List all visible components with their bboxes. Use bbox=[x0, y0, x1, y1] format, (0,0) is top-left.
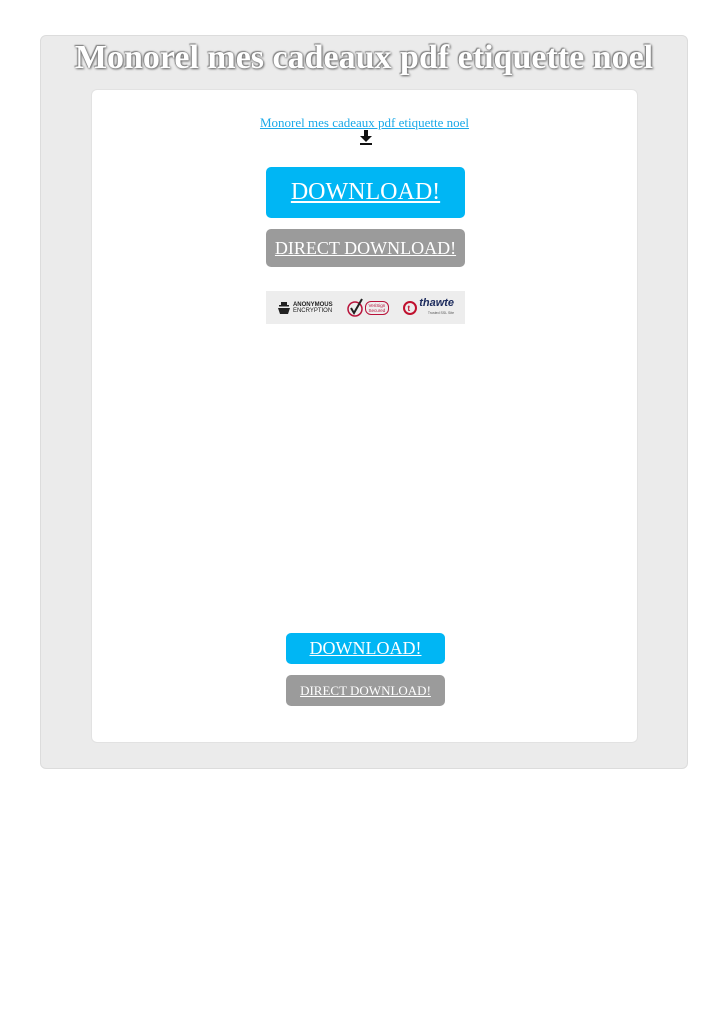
download-icon[interactable] bbox=[359, 130, 373, 146]
anonymous-title: ANONYMOUS bbox=[292, 301, 333, 308]
anonymous-sub: ENCRYPTION bbox=[292, 307, 333, 314]
security-badges bbox=[266, 291, 465, 324]
page-title: Monorel mes cadeaux pdf etiquette noel bbox=[74, 39, 654, 76]
direct-download-button[interactable]: DIRECT DOWNLOAD! bbox=[266, 229, 465, 267]
bottom-download-button[interactable]: DOWNLOAD! bbox=[286, 633, 445, 664]
anonymous-icon bbox=[277, 301, 291, 315]
checkmark-icon bbox=[347, 298, 363, 318]
download-button[interactable]: DOWNLOAD! bbox=[266, 167, 465, 218]
verisign-line1: VeriSign bbox=[368, 302, 386, 308]
svg-text:t: t bbox=[407, 303, 411, 313]
verisign-line2: Secured bbox=[368, 307, 386, 313]
thawte-sub: Trusted SSL Site bbox=[427, 310, 455, 315]
anonymous-encryption-badge bbox=[277, 301, 333, 315]
thawte-label: thawte bbox=[419, 296, 455, 309]
verisign-badge bbox=[347, 298, 390, 318]
file-link[interactable]: Monorel mes cadeaux pdf etiquette noel bbox=[259, 115, 469, 130]
bottom-direct-download-button[interactable]: DIRECT DOWNLOAD! bbox=[286, 675, 445, 706]
download-card bbox=[91, 89, 638, 743]
page-container bbox=[40, 35, 688, 769]
thawte-badge bbox=[403, 298, 454, 318]
thawte-logo-icon bbox=[403, 301, 417, 315]
